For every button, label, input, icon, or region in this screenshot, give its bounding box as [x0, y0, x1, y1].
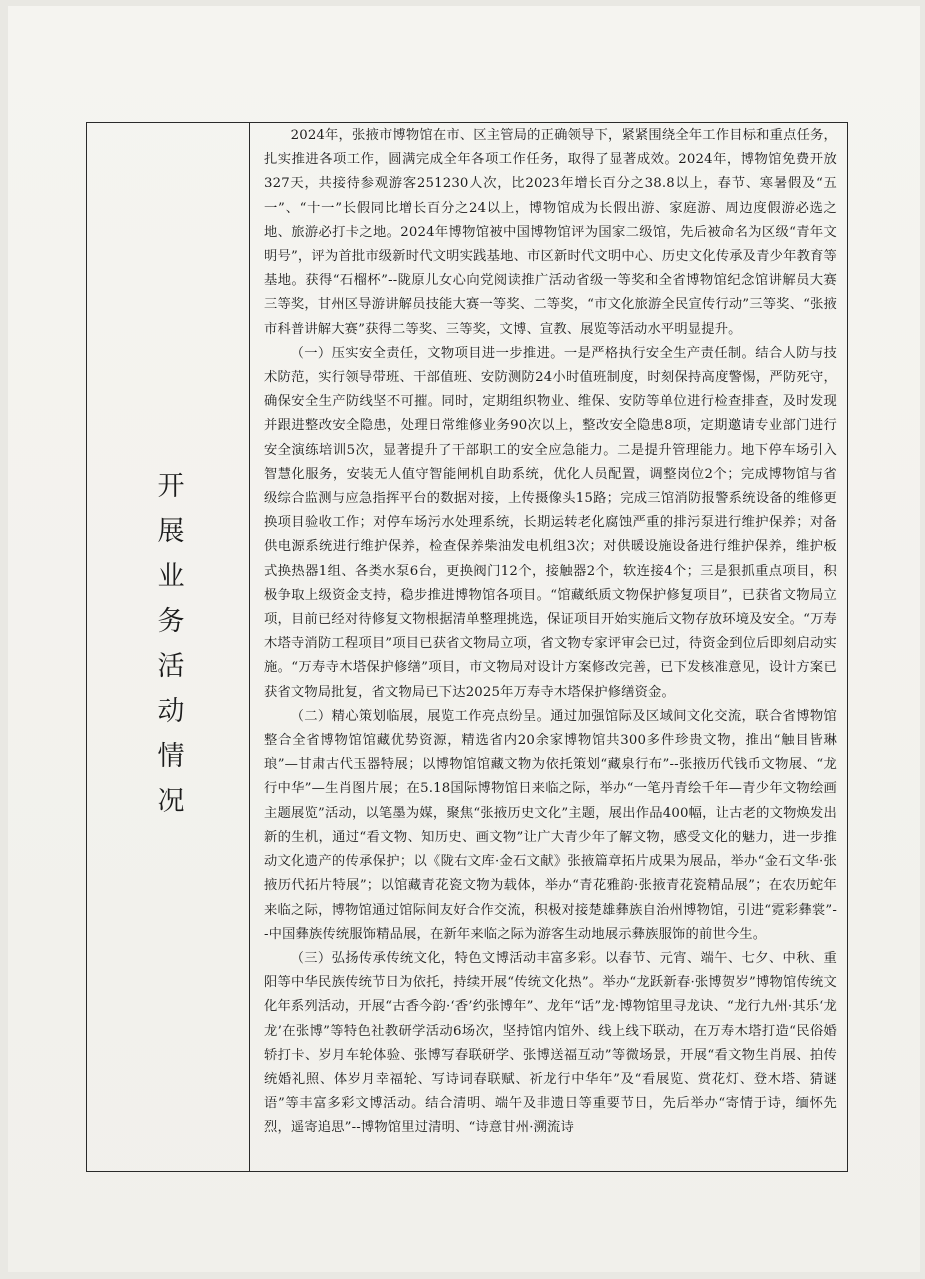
section-content-cell — [250, 123, 847, 1171]
paragraph-safety: （一）压实安全责任，文物项目进一步推进。一是严格执行安全生产责任制。结合人防与技术防范，实行领导带班、干部值班、安防测防24小时值班制度，时刻保持高度警惕，严防死守，确保安全生产防线坚不可摧。同时，定期组织物业、维保、安防等单位进行检查排查，及时发现并跟进整改安全隐患，处理日常维修业务90次以上，整改安全隐患8项，定期邀请专业部门进行安全演练培训5次，显著提升了干部职工的安全应急能力。二是提升管理能力。地下停车场引入智慧化服务，安装无人值守智能闸机自助系统，优化人员配置，调整岗位2个；完成博物馆与省级综合监测与应急指挥平台的数据对接，上传摄像头15路；完成三馆消防报警系统设备的维修更换项目验收工作；对停车场污水处理系统，长期运转老化腐蚀严重的排污泵进行维护保养；对备供电源系统进行维护保养，检查保养柴油发电机组3次；对供暖设施设备进行维护保养，维护板式换热器1组、各类水泵6台，更换阀门12个，接触器2个，软连接4个；三是狠抓重点项目，积极争取上级资金支持，稳步推进博物馆各项目。“馆藏纸质文物保护修复项目”，已获省文物局立项，目前已经对待修复文物根据清单整理挑选，保证项目开始实施后文物存放环境及安全。“万寿木塔寺消防工程项目”项目已获省文物局立项，省文物专家评审会已过，待资金到位后即刻启动实施。“万寿寺木塔保护修缮”项目，市文物局对设计方案修改完善，已下发核准意见，设计方案已获省文物局批复，省文物局已下达2025年万寿寺木塔保护修缮资金。 — [264, 345, 837, 700]
paragraph-exhibitions: （二）精心策划临展，展览工作亮点纷呈。通过加强馆际及区域间文化交流，联合省博物馆整合全省博物馆馆藏优势资源，精选省内20余家博物馆共300多件珍贵文物，推出“触目皆琳琅”—甘肃古代玉器特展；以博物馆馆藏文物为依托策划“藏泉行布”--张掖历代钱币文物展、“龙行中华”—生肖图片展；在5.18国际博物馆日来临之际，举办“一笔丹青绘千年—青少年文物绘画主题展览”活动，以笔墨为媒，聚焦“张掖历史文化”主题，展出作品400幅，让古老的文物焕发出新的生机，通过“看文物、知历史、画文物”让广大青少年了解文物，感受文化的魅力，进一步推动文化遗产的传承保护；以《陇右文库·金石文献》张掖篇章拓片成果为展品，举办“金石文华·张掖历代拓片特展”；以馆藏青花瓷文物为载体，举办“青花雅韵·张掖青花瓷精品展”；在农历蛇年来临之际，博物馆通过馆际间友好合作交流，积极对接楚雄彝族自治州博物馆，引进“霓彩彝裳”--中国彝族传统服饰精品展，在新年来临之际为游客生动地展示彝族服饰的前世今生。 — [264, 708, 837, 942]
report-table — [86, 122, 848, 1172]
paragraph-culture: （三）弘扬传承传统文化，特色文博活动丰富多彩。以春节、元宵、端午、七夕、中秋、重阳等中华民族传统节日为依托，持续开展“传统文化热”。举办“龙跃新春·张博贺岁”博物馆传统文化年系列活动，开展“古香今韵·‘香’约张博年”、龙年“话”龙·博物馆里寻龙诀、“龙行九州·其乐‘龙龙’在张博”等特色社教研学活动6场次，坚持馆内馆外、线上线下联动，在万寿木塔打造“民俗婚轿打卡、岁月车轮体验、张博写春联研学、张博送福互动”等微场景，开展“看文物生肖展、拍传统婚礼照、体岁月幸福轮、写诗词春联赋、祈龙行中华年”及“看展览、赏花灯、登木塔、猜谜语”等丰富多彩文博活动。结合清明、端午及非遗日等重要节日，先后举办“寄情于诗，缅怀先烈，遥寄追思”--博物馆里过清明、“诗意甘州·溯流诗 — [264, 950, 837, 1136]
paragraph-intro: 2024年，张掖市博物馆在市、区主管局的正确领导下，紧紧围绕全年工作目标和重点任务，扎实推进各项工作，圆满完成全年各项工作任务，取得了显著成效。2024年，博物馆免费开放327天，共接待参观游客251230人次，比2023年增长百分之38.8以上，春节、寒暑假及“五一”、“十一”长假同比增长百分之24以上，博物馆成为长假出游、家庭游、周边度假游必选之地、旅游必打卡之地。2024年博物馆被中国博物馆评为国家二级馆，先后被命名为区级“青年文明号”，评为首批市级新时代文明实践基地、市区新时代文明中心、历史文化传承及青少年教育等基地。获得“石榴杯”--陇原儿女心向党阅读推广活动省级一等奖和全省博物馆纪念馆讲解员大赛三等奖，甘州区导游讲解员技能大赛一等奖、二等奖，“市文化旅游全民宣传行动”三等奖、“张掖市科普讲解大赛”获得二等奖、三等奖，文博、宣教、展览等活动水平明显提升。 — [264, 128, 837, 337]
section-label-cell — [87, 123, 250, 1171]
section-label: 开展业务活动情况 — [152, 471, 184, 831]
scanned-page — [8, 6, 920, 1272]
